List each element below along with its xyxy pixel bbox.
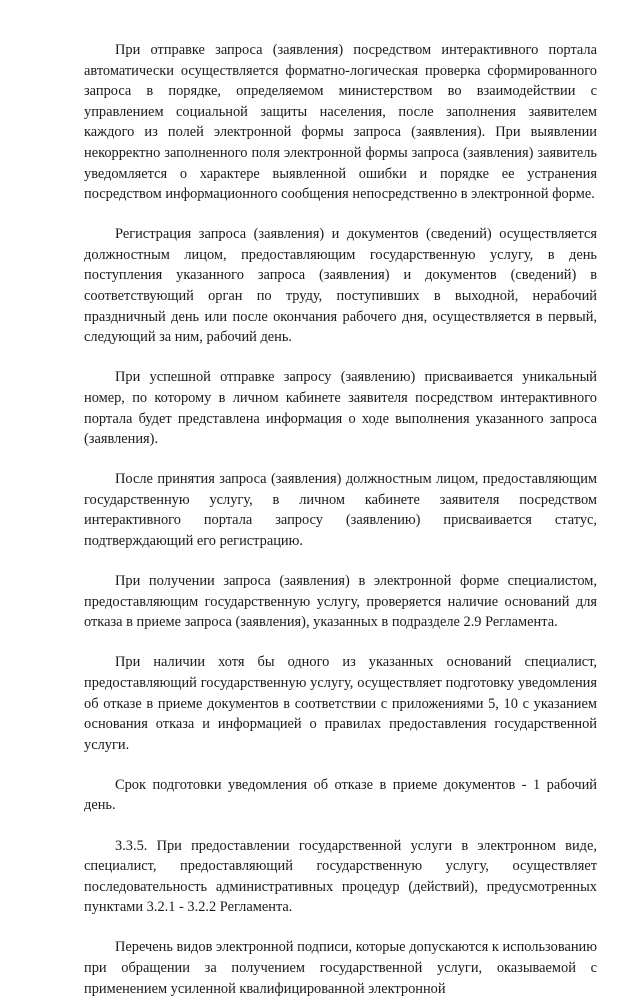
paragraph-section-3-3-5: 3.3.5. При предоставлении государственной услуги в электронном виде, специалист, предоставляющий государственную услугу, осуществляет последовательность административных процедур (действий), предусмотренных пунктами 3.2.1 - 3.2.2 Регламента. (84, 837, 597, 916)
paragraph-status: После принятия запроса (заявления) должностным лицом, предоставляющим государственную услугу, в личном кабинете заявителя посредством интерактивного портала запросу (заявлению) присваивается статус, подтверждающий его регистрацию. (84, 471, 597, 549)
paragraph-unique-number: При успешной отправке запросу (заявлению) присваивается уникальный номер, по которому в личном кабинете заявителя посредством интерактивного портала будет представлена информация о ходе выполнения указанного запроса (заявления). (84, 369, 597, 448)
paragraph-portal-check: При отправке запроса (заявления) посредством интерактивного портала автоматически осуществляется форматно-логическая проверка сформированного запроса в порядке, определяемом министерством во взаимодействии с управлением социальной защиты населения, после заполнения заявителем каждого из полей электронной формы запроса (заявления). При выявлении некорректно заполненного поля электронной формы запроса (заявления) заявитель уведомляется о характере выявленной ошибки и порядке ее устранения посредством информационного сообщения непосредственно в электронной форме. (84, 42, 597, 203)
paragraph-registration: Регистрация запроса (заявления) и документов (сведений) осуществляется должностным лицом, предоставляющим государственную услугу, в день поступления указанного запроса (заявления) и документов (сведений) в соответствующий орган по труду, поступивших в выходной, нерабочий праздничный день или после окончания рабочего дня, осуществляется в первый, следующий за ним, рабочий день. (84, 226, 597, 346)
paragraph-refusal-grounds: При получении запроса (заявления) в электронной форме специалистом, предоставляющим государственную услугу, проверяется наличие оснований для отказа в приеме запроса (заявления), указанных в подразделе 2.9 Регламента. (84, 573, 597, 631)
paragraph-signature-types: Перечень видов электронной подписи, которые допускаются к использованию при обращении за получением государственной услуги, оказываемой с применением усиленной квалифицированной электронной (84, 939, 597, 997)
paragraph-refusal-notice: При наличии хотя бы одного из указанных оснований специалист, предоставляющий государственную услугу, осуществляет подготовку уведомления об отказе в приеме документов в соответствии с приложениями 5, 10 с указанием основания отказа и информацией о правилах предоставления государственной услуги. (84, 654, 597, 753)
paragraph-notice-deadline: Срок подготовки уведомления об отказе в приеме документов - 1 рабочий день. (84, 776, 597, 814)
